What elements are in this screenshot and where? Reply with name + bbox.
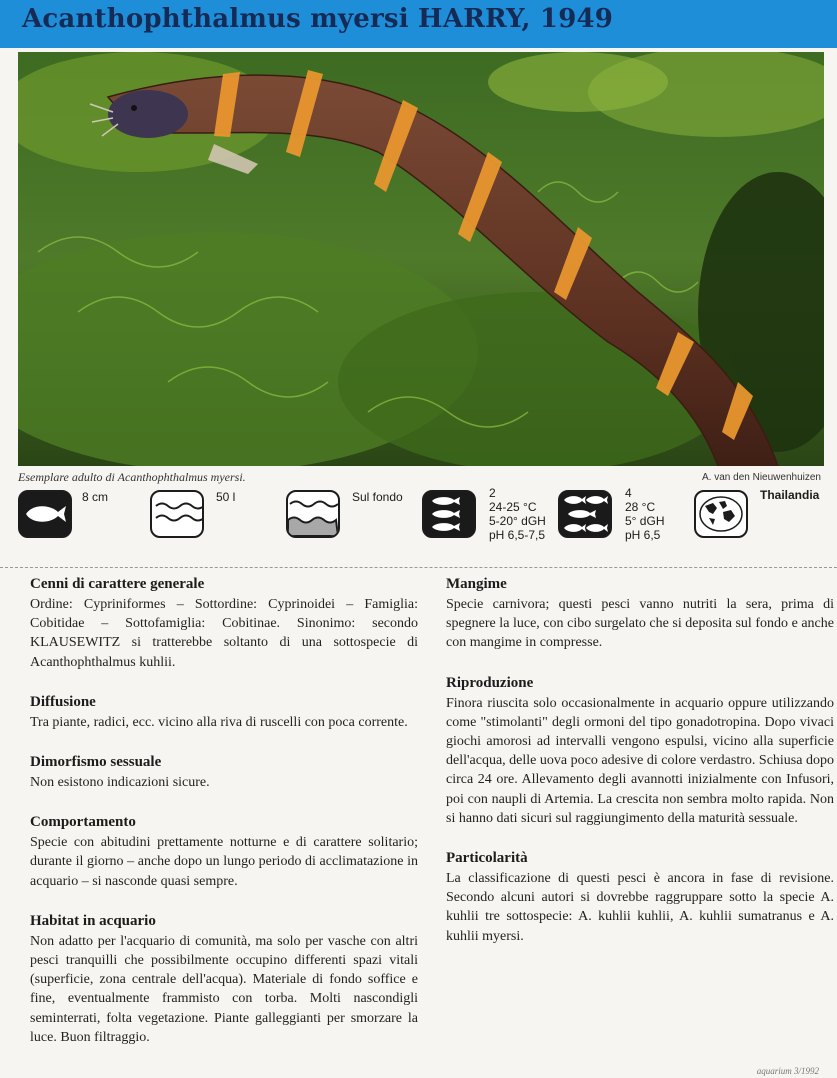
fish-photo: [18, 52, 824, 466]
fish-group-large-icon: [558, 490, 612, 538]
photo-credit: A. van den Nieuwenhuizen: [702, 472, 821, 483]
tank2-dgh: 5° dGH: [625, 514, 665, 528]
tank1-temp: 24-25 °C: [489, 500, 537, 514]
divider: [0, 567, 837, 568]
section-diffusion: [30, 694, 418, 732]
page-footer: aquarium 3/1992: [756, 1066, 819, 1076]
tank2-ph: pH 6,5: [625, 528, 661, 542]
section-general: [30, 576, 418, 672]
section-heading: Particolarità: [446, 850, 528, 867]
section-heading: Riproduzione: [446, 674, 534, 691]
title-bar: [0, 0, 837, 48]
tank1-values: [489, 486, 546, 542]
section-heading: Habitat in acquario: [30, 912, 156, 929]
fish-group-icon: [422, 490, 476, 538]
fish-size-icon: [18, 490, 72, 538]
tank1-ph: pH 6,5-7,5: [489, 528, 546, 542]
world-map-icon: [694, 490, 748, 538]
section-heading: Cenni di carattere generale: [30, 576, 205, 592]
section-heading: Diffusione: [30, 693, 96, 710]
right-column: [446, 576, 834, 968]
section-text: Finora riuscita solo occasionalmente in acquario oppure utilizzando come "stimolanti" degli ormoni del tipo gonadotropina. Dopo vivaci giochi amorosi ad intervalli vengono espulsi, vicino alla superficie dell'acqua, delle uova poco adesive di colore verdastro. Schiusa dopo circa 24 ore. Allevamento degli avannotti inizialmente con Infusori, poi con naupli di Artemia. La crescita non sembra molto rapida. Non si hanno dati sicuri sul raggiungimento della maturità sessuale.: [446, 695, 834, 826]
section-text: Specie con abitudini prettamente notturne e di carattere solitario; durante il giorno – anche dopo un lungo periodo di acclimatazione in acquario – si nasconde quasi sempre.: [30, 835, 418, 889]
photo-caption: Esemplare adulto di Acanthophthalmus myersi.: [18, 470, 246, 484]
section-text: Ordine: Cypriniformes – Sottordine: Cyprinoidei – Famiglia: Cobitidae – Sottofamiglia: Cobitinae. Sinonimo: secondo KLAUSEWITZ si tratterebbe soltanto di una sottospecie di Acanthophthalmus kuhlii.: [30, 597, 418, 670]
bottom-zone-icon: [286, 490, 340, 538]
section-heading: Dimorfismo sessuale: [30, 754, 162, 771]
tank2-count: 4: [625, 486, 632, 500]
tank-volume-label: 50 l: [216, 490, 236, 504]
section-food: [446, 576, 834, 653]
zone-label: Sul fondo: [352, 490, 403, 504]
page-title: Acanthophthalmus myersi HARRY, 1949: [22, 4, 614, 34]
section-text: Specie carnivora; questi pesci vanno nutriti la sera, prima di spegnere la luce, con cibo surgelato che si deposita sul fondo e anche con mangime in compresse.: [446, 597, 834, 651]
section-dimorphism: [30, 754, 418, 792]
species-data-icons: [0, 484, 837, 556]
left-column: [30, 576, 418, 1069]
tank1-count: 2: [489, 486, 496, 500]
tank1-dgh: 5-20° dGH: [489, 514, 546, 528]
section-text: Non adatto per l'acquario di comunità, ma solo per vasche con altri pesci tranquilli che possibilmente occupino differenti spazi vitali (superficie, zona centrale dell'acqua). Materiale di fondo soffice e fine, eventualmente frammisto con torba. Molti nascondigli seminterrati, folta vegetazione. Piante galleggianti per smorzare la luce. Buon filtraggio.: [30, 933, 418, 1045]
fish-size-label: 8 cm: [82, 490, 109, 504]
tank-volume-icon: [150, 490, 204, 538]
section-habitat: [30, 913, 418, 1047]
section-notes: [446, 850, 834, 946]
section-text: La classificazione di questi pesci è ancora in fase di revisione. Secondo alcuni autori si dovrebbe raggruppare sotto la specie A. kuhlii tre sottospecie: A. kuhlii kuhlii, A. kuhlii sumatranus e A. kuhlii myersi.: [446, 871, 834, 944]
section-behaviour: [30, 814, 418, 891]
section-reproduction: [446, 675, 834, 828]
tank2-temp: 28 °C: [625, 500, 656, 514]
region-label: Thailandia: [760, 488, 820, 502]
section-text: Non esistono indicazioni sicure.: [30, 775, 210, 791]
section-heading: Comportamento: [30, 814, 136, 831]
kuhli-loach-illustration: [18, 52, 824, 466]
section-text: Tra piante, radici, ecc. vicino alla riva di ruscelli con poca corrente.: [30, 714, 408, 730]
tank2-values: [625, 486, 664, 542]
section-heading: Mangime: [446, 576, 507, 592]
